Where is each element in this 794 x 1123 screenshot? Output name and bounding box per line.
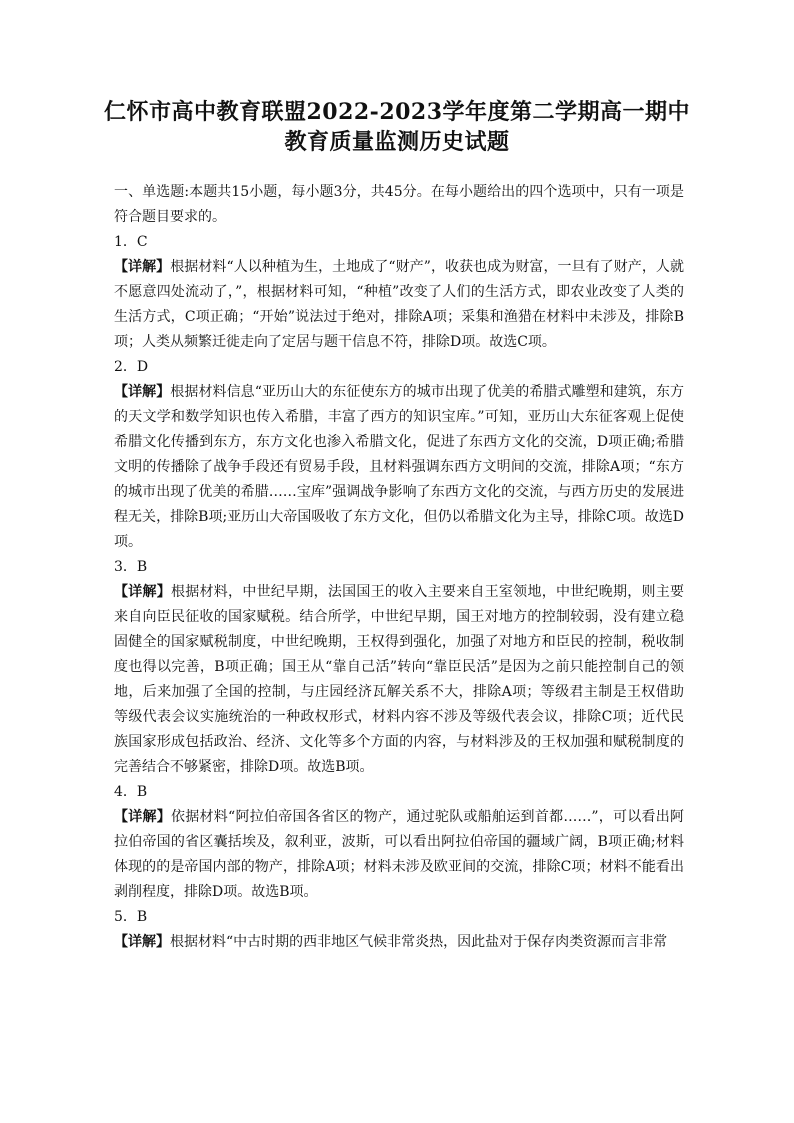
document-body: [114, 180, 684, 955]
question-4-number: 4．B: [114, 784, 148, 800]
question-4-text: 依据材料“阿拉伯帝国各省区的物产，通过驼队或船舶运到首都……”，可以看出阿拉伯帝国的省区囊括埃及，叙利亚，波斯，可以看出阿拉伯帝国的疆域广阔，B项正确;材料体现的的是帝国内部的物产，排除A项；材料未涉及欧亚间的交流，排除C项；材料不能看出剥削程度，排除D项。故选B项。: [114, 809, 685, 900]
detail-tag: 【详解】: [114, 809, 172, 825]
detail-tag: 【详解】: [114, 584, 172, 600]
detail-tag: 【详解】: [114, 259, 171, 275]
question-2-number: 2．D: [114, 359, 149, 375]
question-5-explanation: [114, 930, 684, 955]
question-1-text: 根据材料“人以种植为生，土地成了“财产”，收获也成为财富，一旦有了财产，人就不愿意四处流动了，”，根据材料可知，“种植”改变了人们的生活方式，即农业改变了人类的生活方式，C项正确；“开始”说法过于绝对，排除A项；采集和渔猎在材料中未涉及，排除B项；人类从频繁迁徙走向了定居与题干信息不符，排除D项。故选C项。: [114, 259, 684, 350]
question-3-explanation: [114, 580, 684, 780]
document-title-line2: 教育质量监测历史试题: [284, 129, 510, 155]
question-3-number: 3．B: [114, 559, 148, 575]
question-4-explanation: [114, 805, 684, 905]
question-2-text: 根据材料信息“亚历山大的东征使东方的城市出现了优美的希腊式雕塑和建筑，东方的天文学和数学知识也传入希腊，丰富了西方的知识宝库。”可知，亚历山大东征客观上促使希腊文化传播到东方，东方文化也渗入希腊文化，促进了东西方文化的交流，D项正确;希腊文明的传播除了战争手段还有贸易手段，且材料强调东西方文明间的交流，排除A项；“东方的城市出现了优美的希腊……宝库”强调战争影响了东西方文化的交流，与西方历史的发展进程无关，排除B项;亚历山大帝国吸收了东方文化，但仍以希腊文化为主导，排除C项。故选D项。: [114, 384, 685, 550]
question-1-explanation: [114, 255, 684, 355]
question-5-text: 根据材料“中古时期的西非地区气候非常炎热，因此盐对于保存肉类资源而言非常: [170, 934, 668, 950]
question-1-number: 1．C: [114, 234, 148, 250]
detail-tag: 【详解】: [114, 384, 171, 400]
question-3-text: 根据材料，中世纪早期，法国国王的收入主要来自王室领地，中世纪晚期，则主要来自向臣民征收的国家赋税。结合所学，中世纪早期，国王对地方的控制较弱，没有建立稳固健全的国家赋税制度，中世纪晚期，王权得到强化，加强了对地方和臣民的控制，税收制度也得以完善，B项正确；国王从“靠自己活”转向“靠臣民活”是因为之前只能控制自己的领地，后来加强了全国的控制，与庄园经济瓦解关系不大，排除A项；等级君主制是王权借助等级代表会议实施统治的一种政权形式，材料内容不涉及等级代表会议，排除C项；近代民族国家形成包括政治、经济、文化等多个方面的内容，与材料涉及的王权加强和赋税制度的完善结合不够紧密，排除D项。故选B项。: [114, 584, 685, 775]
detail-tag: 【详解】: [114, 934, 170, 950]
section-heading: 一、单选题:本题共15小题，每小题3分，共45分。在每小题给出的四个选项中，只有一项是符合题目要求的。: [114, 184, 684, 225]
question-5-number: 5．B: [114, 909, 148, 925]
document-title-line1: 仁怀市高中教育联盟2022-2023学年度第二学期高一期中: [103, 99, 691, 125]
question-2-explanation: [114, 380, 684, 555]
